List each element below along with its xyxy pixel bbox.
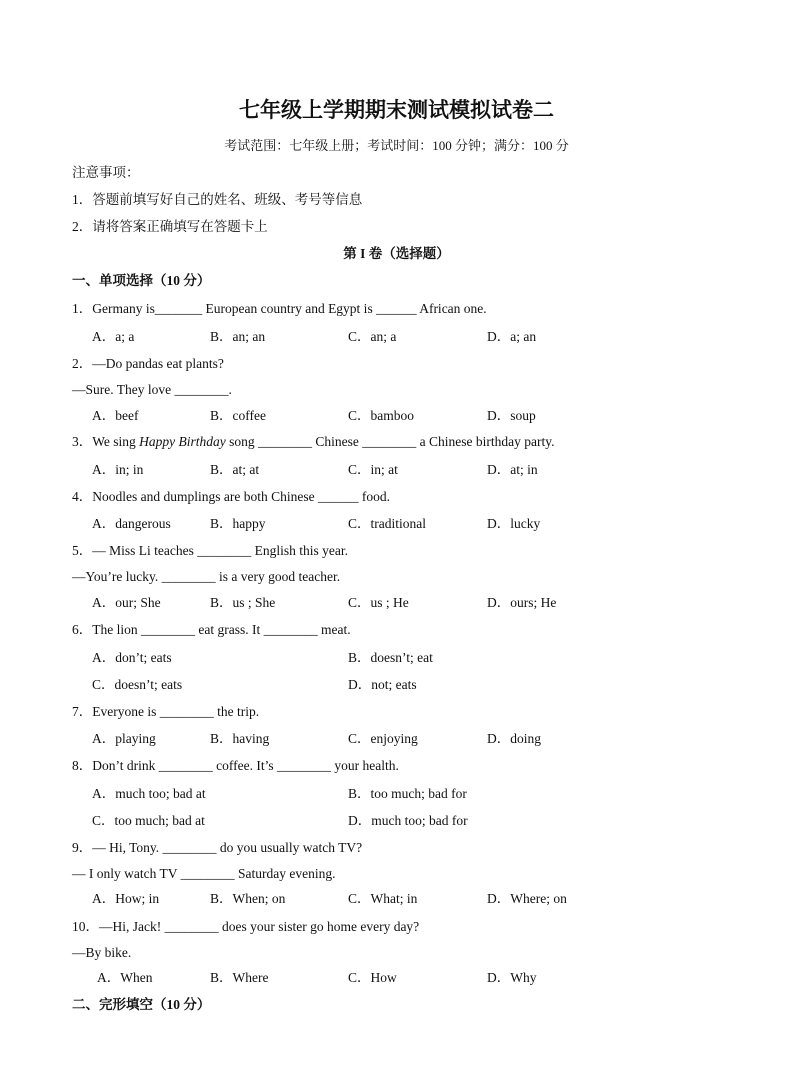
question-8: 8．Don’t drink ________ coffee. It’s ________ your health. <box>72 758 399 773</box>
option-a: A．When <box>97 970 153 985</box>
option-d: D．a; an <box>487 329 537 344</box>
part2-heading: 二、完形填空（10 分） <box>72 997 211 1012</box>
question-2: 2．—Do pandas eat plants? <box>72 356 224 371</box>
note-item: 2．请将答案正确填写在答题卡上 <box>72 219 268 234</box>
question-9: 9．— Hi, Tony. ________ do you usually watch TV? <box>72 840 363 855</box>
option-b: B．us ; She <box>210 595 276 610</box>
question-4: 4．Noodles and dumplings are both Chinese ______ food. <box>72 489 390 504</box>
option-a: A．dangerous <box>92 516 171 531</box>
option-b: B．an; an <box>210 329 266 344</box>
option-a: A．in; in <box>92 462 144 477</box>
option-c: C．in; at <box>348 462 398 477</box>
option-a: A．beef <box>92 408 139 423</box>
option-c: C．What; in <box>348 891 418 906</box>
option-d: D．Why <box>487 970 537 985</box>
option-b: B．doesn’t; eat <box>348 650 433 665</box>
option-d: D．soup <box>487 408 536 423</box>
option-a: A．our; She <box>92 595 161 610</box>
question-10-line2: —By bike. <box>72 945 132 960</box>
option-a: A．a; a <box>92 329 135 344</box>
option-d: D．Where; on <box>487 891 567 906</box>
question-3 <box>72 435 555 449</box>
question-5-line2: —You’re lucky. ________ is a very good teacher. <box>72 569 341 584</box>
option-c: C．us ; He <box>348 595 409 610</box>
option-c: C．How <box>348 970 397 985</box>
question-3-text-after: song ________ Chinese ________ a Chinese birthday party. <box>225 434 555 449</box>
question-5: 5．— Miss Li teaches ________ English this year. <box>72 543 348 558</box>
option-a: A．don’t; eats <box>92 650 172 665</box>
option-a: A．playing <box>92 731 156 746</box>
option-c: C．an; a <box>348 329 397 344</box>
option-c: C．traditional <box>348 516 426 531</box>
question-2-line2: —Sure. They love ________. <box>72 382 232 397</box>
question-9-line2: — I only watch TV ________ Saturday evening. <box>72 866 336 881</box>
option-d: D．ours; He <box>487 595 557 610</box>
volume-heading: 第 I 卷（选择题） <box>343 246 450 261</box>
option-a: A．How; in <box>92 891 160 906</box>
song-title: Happy Birthday <box>139 434 226 449</box>
notes-heading: 注意事项： <box>72 165 140 180</box>
option-c: C．bamboo <box>348 408 414 423</box>
question-10: 10．—Hi, Jack! ________ does your sister go home every day? <box>72 919 420 934</box>
option-d: D．at; in <box>487 462 538 477</box>
part1-heading: 一、单项选择（10 分） <box>72 273 211 288</box>
option-b: B．coffee <box>210 408 266 423</box>
option-d: D．lucky <box>487 516 541 531</box>
option-b: B．too much; bad for <box>348 786 467 801</box>
question-1: 1．Germany is_______ European country and Egypt is ______ African one. <box>72 301 487 316</box>
question-6: 6．The lion ________ eat grass. It ________ meat. <box>72 622 351 637</box>
option-b: B．happy <box>210 516 266 531</box>
note-item: 1．答题前填写好自己的姓名、班级、考号等信息 <box>72 192 363 207</box>
option-b: B．Where <box>210 970 269 985</box>
exam-subtitle: 考试范围：七年级上册；考试时间：100 分钟；满分：100 分 <box>224 138 569 153</box>
question-7: 7．Everyone is ________ the trip. <box>72 704 260 719</box>
option-d: D．not; eats <box>348 677 417 692</box>
option-c: C．doesn’t; eats <box>92 677 183 692</box>
option-b: B．at; at <box>210 462 260 477</box>
option-b: B．having <box>210 731 270 746</box>
option-a: A．much too; bad at <box>92 786 206 801</box>
option-c: C．too much; bad at <box>92 813 205 828</box>
option-d: D．much too; bad for <box>348 813 468 828</box>
exam-title: 七年级上学期期末测试模拟试卷二 <box>239 98 554 122</box>
question-3-text-before: 3．We sing <box>72 434 140 449</box>
option-b: B．When; on <box>210 891 286 906</box>
option-c: C．enjoying <box>348 731 418 746</box>
option-d: D．doing <box>487 731 541 746</box>
